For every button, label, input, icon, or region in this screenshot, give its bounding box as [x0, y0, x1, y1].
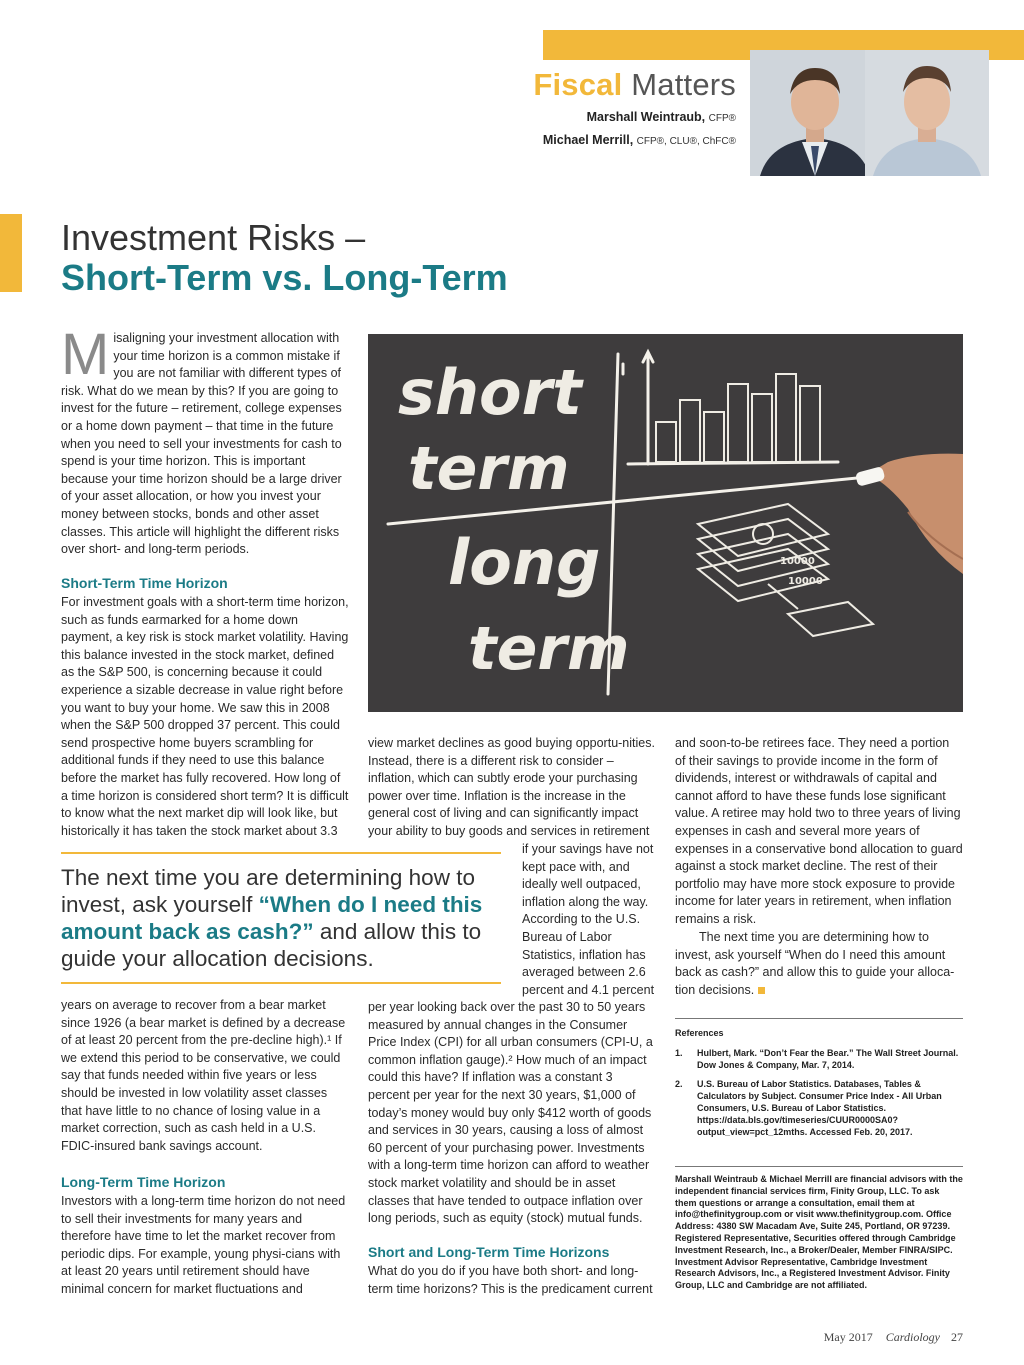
author-2-credentials: CFP®, CLU®, ChFC® — [636, 136, 736, 147]
pullquote-text-post: and allow this to guide your allocation decisions. — [61, 919, 482, 971]
author-2 — [543, 133, 736, 147]
pullquote-highlight: “When do I need this amount back as cash?” — [61, 892, 483, 944]
author-2-photo — [865, 50, 989, 176]
chalkboard-image — [368, 334, 963, 712]
references — [675, 1028, 963, 1146]
end-mark — [758, 987, 765, 994]
pullquote — [61, 864, 501, 972]
author-bio: Marshall Weintraub & Michael Merrill are financial advisors with the independent financial services firm, Finity Group, LLC. To ask them questions or arrange a consultation, email them at info@thefinitygroup.com or visit www.thefinitygroup.com. Office Address: 4380 SW Macadam Ave, Suite 245, Portland, OR 97239. Registered Representative, Securities offered through Cambridge Investment Research, Inc., a Broker/Dealer, Member FINRA/SIPC. Investment Advisor Representative, Cambridge Investment Research Advisors, Inc., a Registered Investment Advisor. Finity Group, LLC and Cambridge are not affiliated. — [675, 1174, 963, 1291]
col3-closing-paragraph — [675, 929, 963, 999]
pullquote-top-rule — [61, 852, 501, 854]
section-title-matters: Matters — [631, 67, 736, 102]
author-2-name: Michael Merrill, — [542, 133, 634, 147]
author-1-credentials: CFP® — [708, 113, 736, 124]
page-footer — [824, 1330, 963, 1345]
references-rule — [675, 1018, 963, 1019]
intro-text: isaligning your investment allocation with your time horizon is a common mistake if you are not familiar with different types of risk. What do we mean by this? If you are going to invest for the future – retirement, college expenses or a home down payment – that time in the future when you need to sell your investments for cash to spend is your time horizon. This is important because your time horizon should be a large driver of your asset allocation, or how you invest your money between stocks, bonds and other asset classes. This article will highlight the different risks over short- and long-term periods. — [61, 331, 342, 557]
section-title — [533, 67, 736, 103]
chalk-word-short: short — [398, 356, 582, 429]
bio-rule — [675, 1166, 963, 1167]
reference-number: 1. — [675, 1047, 683, 1058]
long-term-paragraph: Investors with a long-term time horizon do not need to sell their investments for many years and therefore have time to let the market recover from periodic dips. For example, young physi-cians with at least 20 years until retirement should have minimal concern for market fluctuations and — [61, 1194, 346, 1296]
footer-date: May 2017 — [823, 1330, 873, 1344]
article-title-line1: Investment Risks – — [61, 217, 366, 258]
subhead-long-term: Long-Term Time Horizon — [61, 1174, 226, 1190]
reference-item — [675, 1079, 963, 1138]
subhead-short-term: Short-Term Time Horizon — [61, 575, 228, 591]
chalk-word-term-2: term — [468, 614, 630, 684]
reference-item — [675, 1048, 963, 1072]
intro-paragraph — [61, 322, 349, 559]
short-and-long-paragraph: What do you do if you have both short- and long-term time horizons? This is the predicament current — [368, 1264, 653, 1296]
pullquote-text-pre: The next time you are determining how to invest, ask yourself — [61, 865, 475, 917]
subhead-short-and-long: Short and Long-Term Time Horizons — [368, 1244, 610, 1260]
short-term-paragraph: For investment goals with a short-term time horizon, such as funds earmarked for a home down payment, a key risk is stock market volatility. Having this balance invested in the stock market, defined as the S&P 500, is concerning because it could experience a sizable decrease in value right before you want to buy your home. We saw this in 2008 when the S&P 500 dropped 37 percent. This could send prospective home buyers scrambling for additional funds if they need to use this balance before the market has fully recovered. How long of a time horizon is considered short term? It is difficult to know what the next market dip will look like, but historically it has taken the stock market about 3.3 — [61, 595, 349, 838]
author-1-photo — [750, 50, 880, 176]
reference-text: Hulbert, Mark. “Don’t Fear the Bear.” The Wall Street Journal. Dow Jones & Company, Mar. 7, 2014. — [697, 1047, 959, 1070]
bill-label-2: 10000 — [788, 576, 823, 587]
author-1 — [587, 110, 736, 124]
short-term-continued: years on average to recover from a bear market since 1926 (a bear market is defined by a decrease of at least 20 percent from the pre-decline high).¹ If we extend this period to be conservative, we could say that funds needed within five years or less should be invested in low volatility asset classes that have little to no chance of losing value in a market correction, such as cash held in a U.S. FDIC-insured bank savings account. — [61, 998, 346, 1153]
col2-top-paragraph: view market declines as good buying opportu-nities. Instead, there is a different risk to consider – inflation, which can subtly erode your purchasing power over time. Inflation is the increase in the general cost of living and can significantly impact your ability to buy goods and services in retirement — [368, 736, 655, 838]
reference-text: U.S. Bureau of Labor Statistics. Databases, Tables & Calculators by Subject. Consumer Price Index - All Urban Consumers, U.S. Bureau of Labor Statistics. https://data.bls.gov/timeseries/CUUR0000SA0?output_view=pct_12mths. Accessed Feb. 20, 2017. — [697, 1079, 942, 1137]
bill-label-1: 10000 — [780, 556, 815, 567]
chalk-word-term-1: term — [408, 434, 570, 504]
reference-number: 2. — [675, 1079, 683, 1090]
col2-continued-paragraph: per year looking back over the past 30 to 50 years measured by annual changes in the Consumer Price Index (CPI) for all urban consumers (CPI-U, a common inflation gauge).² How much of an impact could this have? If inflation was a constant 3 percent per year for the next 30 years, $1,000 of today’s money would buy only $412 worth of goods and services in 30 years, causing a loss of almost 60 percent of your purchasing power. Investments with a long-term time horizon can afford to weather stock market volatility and should be in asset classes that have tended to outpace inflation over long periods, such as equity (stock) mutual funds. — [368, 1000, 653, 1226]
footer-page-number: 27 — [951, 1330, 963, 1344]
drop-cap: M — [61, 322, 110, 387]
references-heading: References — [675, 1028, 724, 1038]
article-title-line2: Short-Term vs. Long-Term — [61, 257, 508, 298]
col2-narrow-paragraph: if your savings have not kept pace with, and ideally well outpaced, inflation along the way. According to the U.S. Bureau of Labor Statistics, inflation has averaged between 2.6 percent and 4.1 percent — [522, 842, 655, 997]
col3-closing-text: The next time you are determining how to invest, ask yourself “When do I need this amount back as cash?” and allow this to guide your alloca-tion decisions. — [675, 930, 955, 997]
footer-magazine: Cardiology — [885, 1330, 940, 1344]
chalk-word-long: long — [448, 526, 601, 599]
author-1-name: Marshall Weintraub, — [586, 110, 706, 124]
title-accent-block — [0, 214, 22, 292]
pullquote-bottom-rule — [61, 982, 501, 984]
section-title-fiscal: Fiscal — [533, 67, 623, 102]
col3-paragraph: and soon-to-be retirees face. They need a portion of their savings to provide income in the form of dividends, interest or withdrawals of capital and cannot afford to have these funds lose significant value. A retiree may hold two to three years of living expenses in cash and several more years of expenses in a conservative bond allocation to guard against a stock market decline. The rest of their portfolio may have more stock exposure to provide income for later years in retirement, when inflation remains a risk. — [675, 736, 963, 926]
